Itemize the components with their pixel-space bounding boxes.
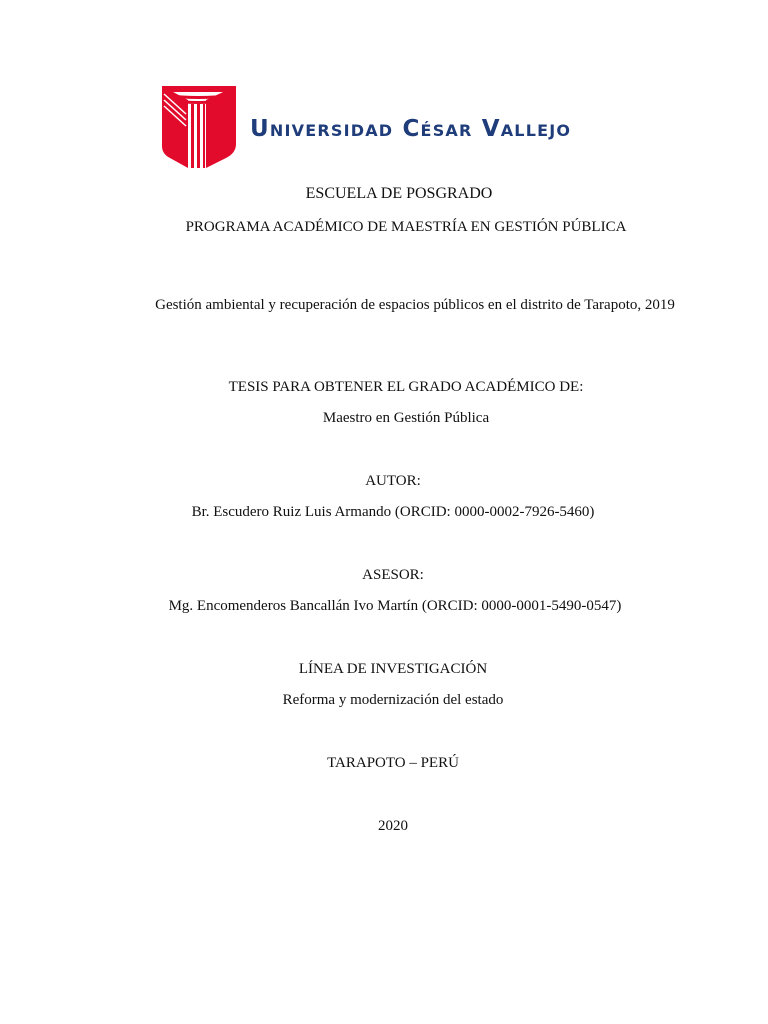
advisor-heading: ASESOR: bbox=[362, 567, 424, 583]
research-line-heading: LÍNEA DE INVESTIGACIÓN bbox=[298, 661, 488, 677]
author-name: Br. Escudero Ruiz Luis Armando (ORCID: 0000-0002-7926-5460) bbox=[191, 504, 595, 520]
author-heading: AUTOR: bbox=[365, 473, 421, 489]
advisor-name: Mg. Encomenderos Bancallán Ivo Martín (ORCID: 0000-0001-5490-0547) bbox=[168, 598, 622, 614]
school-name: ESCUELA DE POSGRADO bbox=[305, 185, 493, 202]
thesis-purpose: TESIS PARA OBTENER EL GRADO ACADÉMICO DE: bbox=[228, 379, 584, 395]
research-line: Reforma y modernización del estado bbox=[282, 692, 504, 708]
year: 2020 bbox=[378, 818, 408, 834]
thesis-title: Gestión ambiental y recuperación de espacios públicos en el distrito de Tarapoto, 2019 bbox=[155, 297, 675, 313]
university-name: Universidad César Vallejo bbox=[250, 116, 572, 142]
university-logo bbox=[160, 84, 571, 170]
academic-degree: Maestro en Gestión Pública bbox=[322, 410, 490, 426]
program-name: PROGRAMA ACADÉMICO DE MAESTRÍA EN GESTIÓN PÚBLICA bbox=[185, 219, 627, 235]
university-shield-icon bbox=[160, 84, 238, 170]
place: TARAPOTO – PERÚ bbox=[327, 755, 459, 771]
